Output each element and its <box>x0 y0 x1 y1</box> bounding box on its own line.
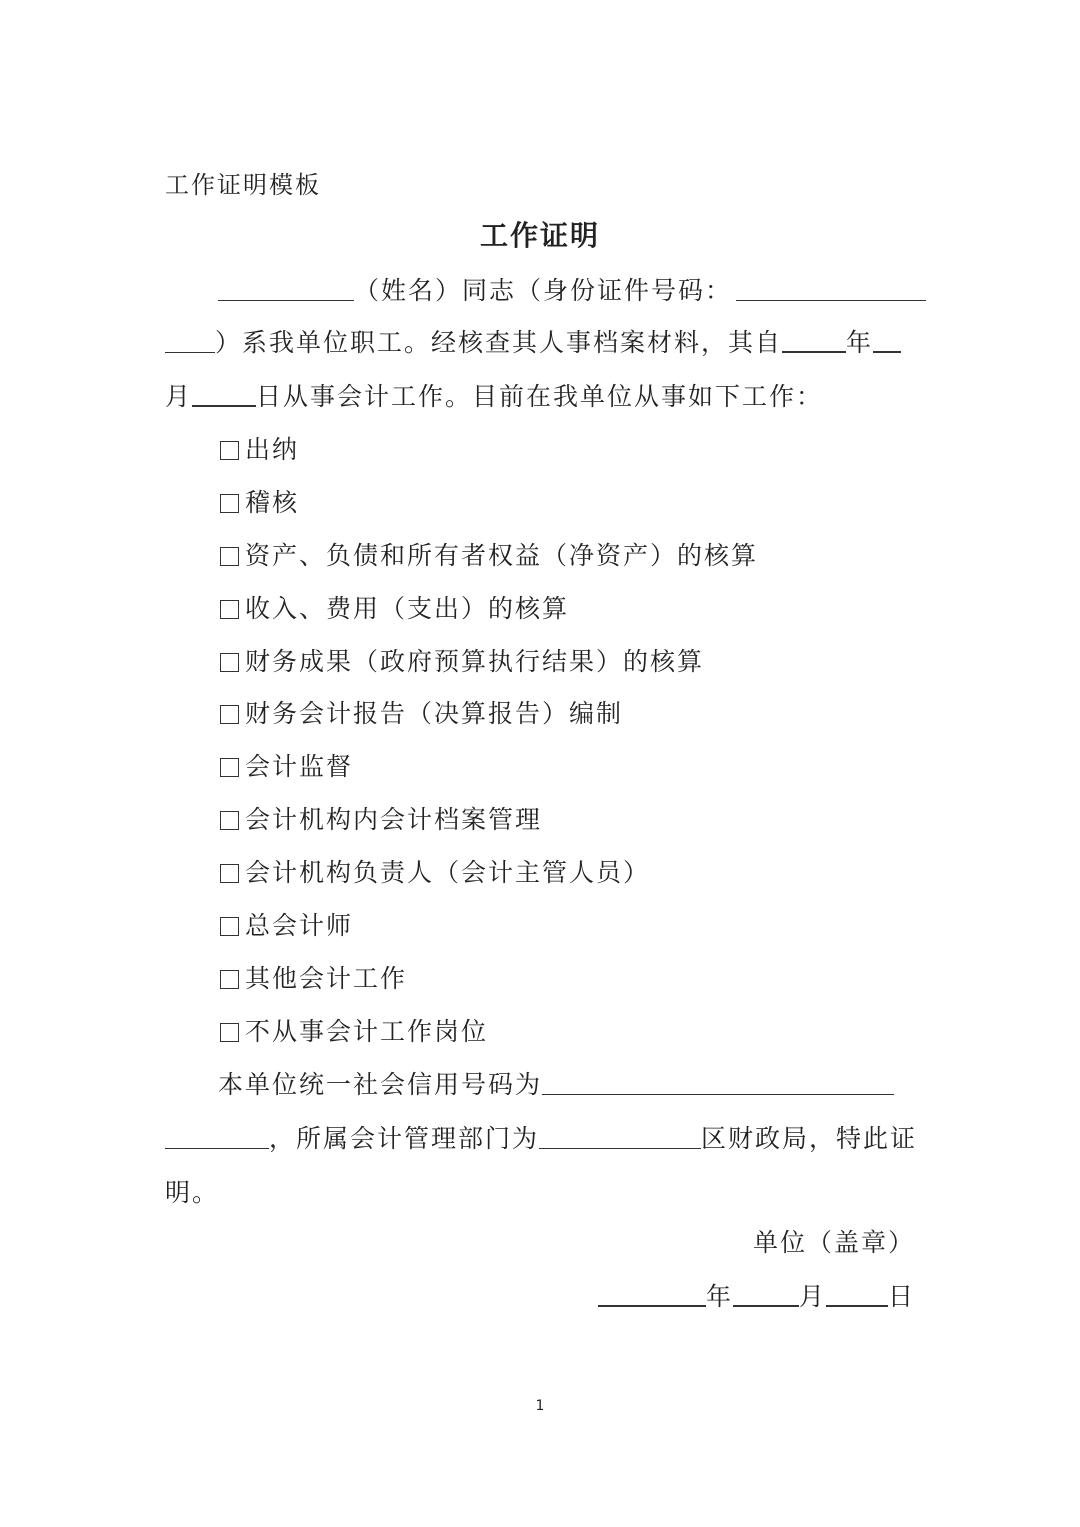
paragraph-1-line-3 <box>165 380 917 414</box>
checkbox-icon[interactable] <box>220 917 239 936</box>
checkbox-icon[interactable] <box>220 758 239 777</box>
paragraph-2-line-3 <box>165 1176 917 1210</box>
credit-code-blank[interactable] <box>542 1070 894 1095</box>
check-item-label: 不从事会计工作岗位 <box>245 1017 489 1046</box>
checkbox-icon[interactable] <box>220 653 239 672</box>
check-item[interactable] <box>220 962 407 996</box>
checkbox-icon[interactable] <box>220 441 239 460</box>
check-item-label: 资产、负债和所有者权益（净资产）的核算 <box>245 541 759 570</box>
check-item[interactable] <box>220 909 353 943</box>
work-statement: 日从事会计工作。目前在我单位从事如下工作： <box>256 382 824 411</box>
credit-code-blank-cont[interactable] <box>165 1124 269 1149</box>
checkbox-icon[interactable] <box>220 864 239 883</box>
check-item[interactable] <box>220 486 299 520</box>
sign-year-blank[interactable] <box>598 1281 706 1307</box>
checkbox-icon[interactable] <box>220 970 239 989</box>
check-item-label: 稽核 <box>245 488 300 517</box>
checkbox-icon[interactable] <box>220 547 239 566</box>
checkbox-icon[interactable] <box>220 705 239 724</box>
checkbox-icon[interactable] <box>220 1023 239 1042</box>
check-item-label: 收入、费用（支出）的核算 <box>245 594 570 623</box>
check-item[interactable] <box>220 750 353 784</box>
check-item-label: 会计机构内会计档案管理 <box>245 805 543 834</box>
check-item-label: 其他会计工作 <box>245 964 408 993</box>
checkbox-icon[interactable] <box>220 811 239 830</box>
check-item-label: 出纳 <box>245 435 300 464</box>
name-label: （姓名）同志（身份证件号码： <box>354 276 733 305</box>
check-item-label: 财务成果（政府预算执行结果）的核算 <box>245 647 705 676</box>
month-label: 月 <box>165 382 193 411</box>
id-number-blank[interactable] <box>736 276 926 301</box>
start-day-blank[interactable] <box>192 381 256 407</box>
date-line <box>598 1280 915 1314</box>
district-blank[interactable] <box>539 1124 701 1149</box>
checkbox-icon[interactable] <box>220 494 239 513</box>
check-item[interactable] <box>220 697 623 731</box>
bureau-label: 区财政局，特此证 <box>701 1124 918 1153</box>
unit-seal-label: 单位（盖章） <box>752 1228 915 1257</box>
check-item[interactable] <box>220 433 299 467</box>
check-item-label: 会计监督 <box>245 752 354 781</box>
sign-month-label: 月 <box>798 1282 826 1311</box>
paragraph-2-line-2 <box>165 1122 917 1156</box>
check-item[interactable] <box>220 1015 488 1049</box>
check-item[interactable] <box>220 645 704 679</box>
check-item[interactable] <box>220 803 542 837</box>
check-item-label: 财务会计报告（决算报告）编制 <box>245 699 624 728</box>
check-item[interactable] <box>220 856 650 890</box>
paragraph-1-line-1 <box>218 274 918 308</box>
name-blank[interactable] <box>218 276 354 301</box>
start-month-blank[interactable] <box>873 327 901 353</box>
check-item-label: 总会计师 <box>245 911 354 940</box>
start-year-blank[interactable] <box>782 327 846 353</box>
check-item[interactable] <box>220 592 569 626</box>
check-item-label: 会计机构负责人（会计主管人员） <box>245 858 651 887</box>
paragraph-end: 明。 <box>165 1178 220 1207</box>
staff-statement: ）系我单位职工。经核查其人事档案材料，其自 <box>215 328 783 357</box>
id-number-blank-cont[interactable] <box>165 328 215 353</box>
sign-day-blank[interactable] <box>826 1281 888 1307</box>
check-item[interactable] <box>220 539 758 573</box>
year-label: 年 <box>846 328 874 357</box>
paragraph-1-line-2 <box>165 326 917 360</box>
sign-day-label: 日 <box>887 1282 915 1311</box>
template-label: 工作证明模板 <box>165 171 321 199</box>
paragraph-2-line-1 <box>218 1068 918 1102</box>
sign-year-label: 年 <box>705 1282 733 1311</box>
checkbox-icon[interactable] <box>220 600 239 619</box>
sign-month-blank[interactable] <box>733 1281 799 1307</box>
dept-label: ，所属会计管理部门为 <box>269 1124 540 1153</box>
document-title: 工作证明 <box>479 219 600 252</box>
credit-code-label: 本单位统一社会信用号码为 <box>218 1070 543 1099</box>
page-number: 1 <box>535 1398 545 1414</box>
